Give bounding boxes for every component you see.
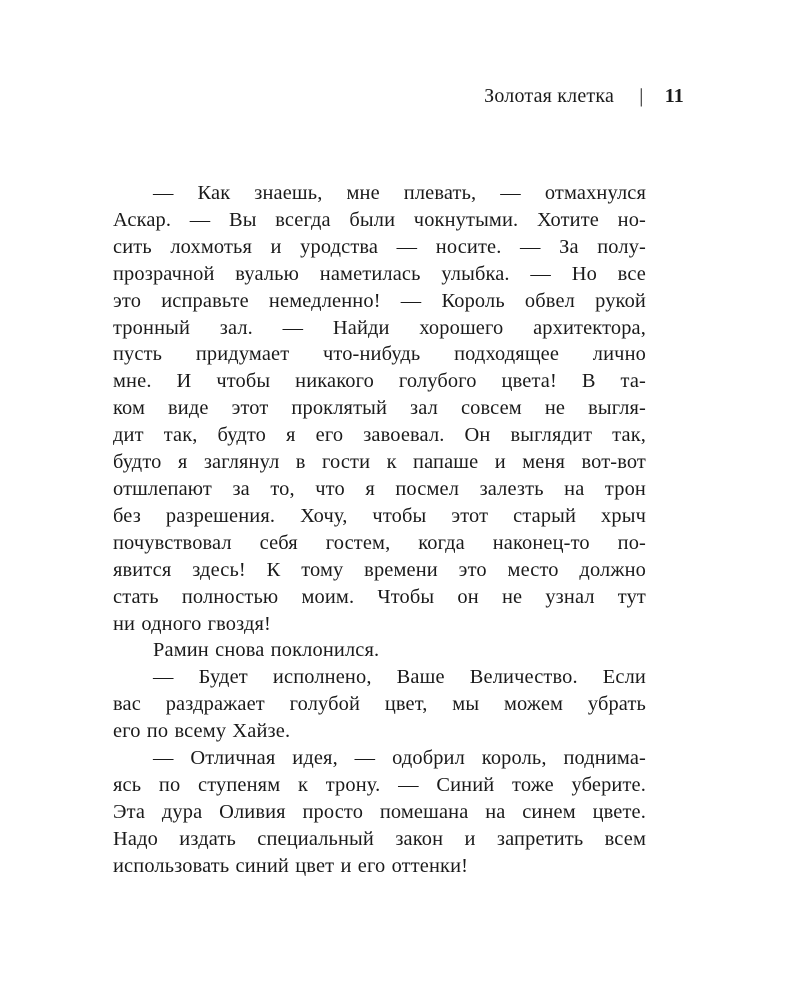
paragraph [113,664,646,745]
paragraph [113,637,646,664]
body-text [113,180,646,880]
text-line: Эта дура Оливия просто помешана на синем цвете. [113,800,646,823]
text-line: Надо издать специальный закон и запретить всем [113,827,646,850]
text-line: стать полностью моим. Чтобы он не узнал тут [113,585,646,608]
paragraph [113,745,646,880]
text-line: без разрешения. Хочу, чтобы этот старый хрыч [113,504,646,527]
text-line: его по всему Хайзе. [113,720,291,743]
running-head [484,84,684,108]
text-line: будто я заглянул в гости к папаше и меня вот-вот [113,451,646,474]
text-line: явится здесь! К тому времени это место должно [113,558,646,581]
text-line: — Будет исполнено, Ваше Величество. Если [153,666,646,689]
text-line: — Отличная идея, — одобрил король, поднима- [153,747,646,770]
running-head-title: Золотая клетка [484,85,615,107]
text-line: почувствовал себя гостем, когда наконец-то по- [113,531,646,554]
text-line: прозрачной вуалью наметилась улыбка. — Но все [113,262,646,285]
text-line: отшлепают за то, что я посмел залезть на трон [113,477,646,500]
text-line: сить лохмотья и уродства — носите. — За полу- [113,235,646,258]
text-line: ком виде этот проклятый зал совсем не выгля- [113,397,646,420]
text-line: вас раздражает голубой цвет, мы можем убрать [113,693,646,716]
text-line: дит так, будто я его завоевал. Он выглядит так, [113,424,646,447]
text-line: тронный зал. — Найди хорошего архитектора, [113,316,646,339]
text-line: это исправьте немедленно! — Король обвел рукой [113,289,646,312]
text-line: пусть придумает что-нибудь подходящее лично [113,343,646,366]
text-line: Рамин снова поклонился. [153,639,380,662]
text-line: использовать синий цвет и его оттенки! [113,854,469,877]
page-number: 11 [664,85,684,107]
paragraph [113,180,646,637]
text-line: Аскар. — Вы всегда были чокнутыми. Хотите но- [113,208,646,231]
running-head-separator: | [639,85,644,107]
text-line: мне. И чтобы никакого голубого цвета! В та- [113,370,646,393]
text-line: — Как знаешь, мне плевать, — отмахнулся [153,182,646,204]
text-line: ясь по ступеням к трону. — Синий тоже уберите. [113,773,646,796]
text-line: ни одного гвоздя! [113,612,271,635]
